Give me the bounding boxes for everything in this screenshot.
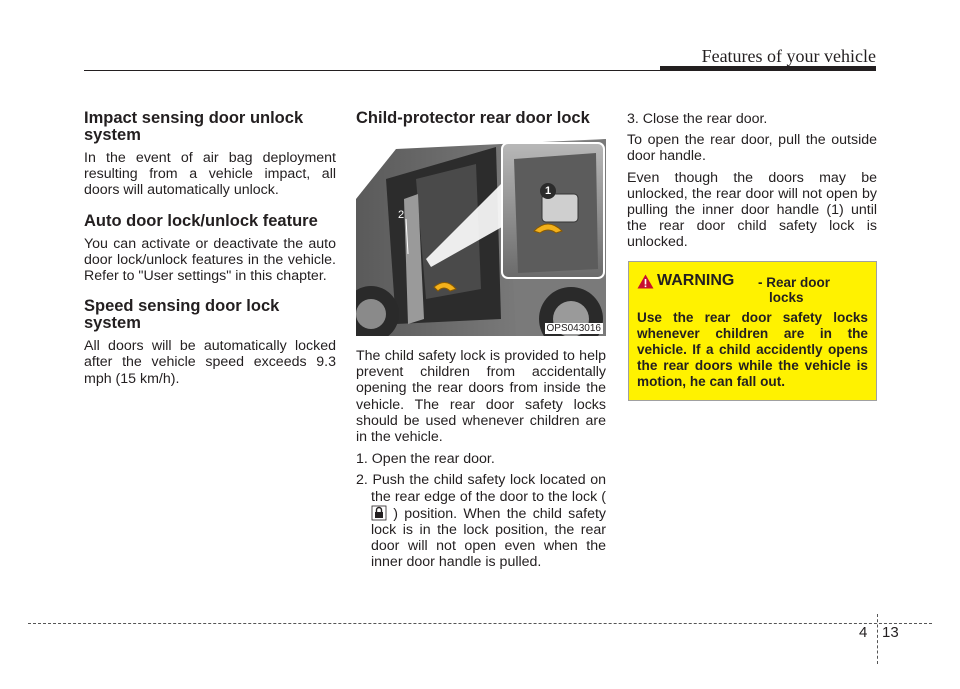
column-right — [627, 111, 877, 256]
page-number: 13 — [882, 624, 899, 641]
speed-lock-heading: Speed sensing door lock system — [84, 297, 280, 333]
impact-text: In the event of air bag deployment resulting from a vehicle impact, all doors will automatically unlock. — [84, 150, 336, 199]
section-title: Features of your vehicle — [701, 46, 876, 66]
column-middle — [356, 110, 606, 571]
child-lock-intro: The child safety lock is provided to help prevent children from accidentally opening the rear doors from inside the vehicle. The rear door safety locks should be used whenever children are in the vehicle. — [356, 348, 606, 446]
child-lock-figure — [356, 139, 606, 336]
footer-page-separator — [877, 614, 878, 664]
callout-1: 1 — [540, 183, 556, 199]
header-divider-accent — [660, 66, 876, 71]
step-2 — [356, 472, 606, 570]
impact-heading: Impact sensing door unlock system — [84, 109, 304, 144]
warning-box — [628, 261, 877, 401]
open-text: To open the rear door, pull the outside door handle. — [627, 132, 877, 165]
warning-triangle-icon — [637, 274, 654, 289]
warning-label: WARNING — [657, 272, 735, 289]
auto-lock-text: You can activate or deactivate the auto door lock/unlock features in the vehicle. Refer to "User settings" in this chapter. — [84, 235, 336, 285]
chapter-number: 4 — [859, 624, 868, 641]
step-3: 3. Close the rear door. — [627, 111, 768, 127]
figure-code: OPS043016 — [546, 323, 601, 334]
column-left — [84, 110, 336, 401]
auto-lock-section — [84, 213, 336, 285]
warning-text: Use the rear door safety locks whenever children are in the vehicle. If a child accidently opens the rear doors while the vehicle is motion, he can fall out. — [637, 310, 868, 389]
even-text: Even though the doors may be unlocked, the rear door will not open by pulling the inner door handle (1) until the rear door child safety lock is unlocked. — [627, 169, 877, 251]
lock-icon — [371, 505, 387, 521]
callout-2: 2 — [398, 209, 405, 221]
step-2-part-2: ) position. When the child safety lock is in the lock position, the rear door will not open even when the inner door handle is pulled. — [371, 505, 607, 571]
speed-lock-section — [84, 298, 336, 387]
child-lock-heading: Child-protector rear door lock — [356, 109, 590, 127]
footer-divider — [28, 623, 932, 624]
auto-lock-heading: Auto door lock/unlock feature — [84, 211, 318, 230]
step-2-part-1: 2. Push the child safety lock located on the rear edge of the door to the lock ( — [356, 472, 606, 505]
rear-door-illustration — [356, 139, 606, 336]
impact-section — [84, 110, 336, 199]
warning-header — [637, 272, 868, 304]
warning-subtitle-line-1: - Rear door — [758, 275, 831, 290]
step-1: 1. Open the rear door. — [356, 451, 495, 468]
speed-lock-text: All doors will be automatically locked after the vehicle speed exceeds 9.3 mph (15 km/h). — [84, 338, 336, 387]
warning-subtitle-line-2: locks — [769, 290, 804, 305]
